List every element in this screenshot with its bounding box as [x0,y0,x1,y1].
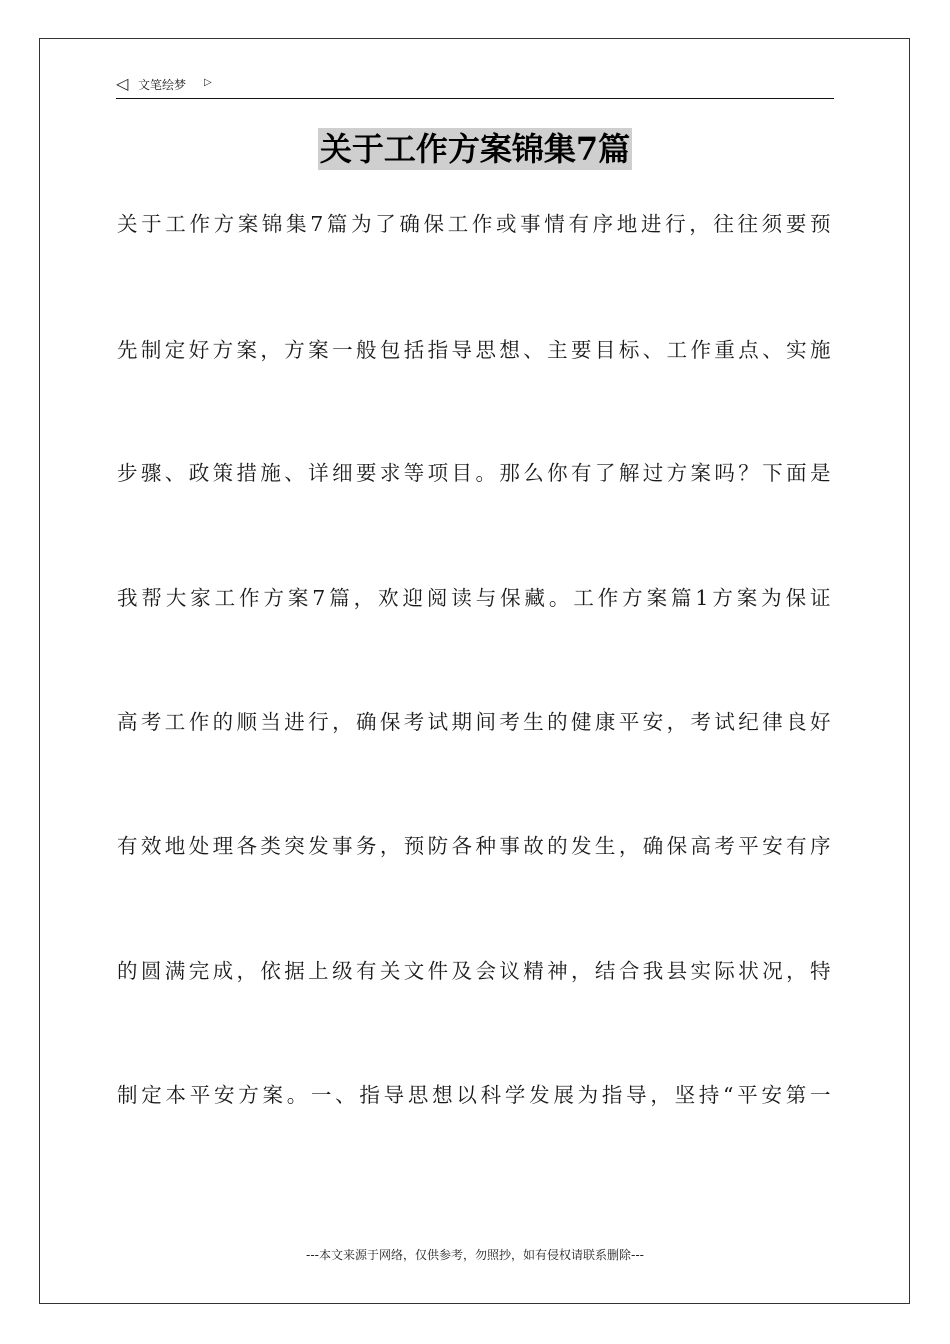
document-title-block [0,128,950,170]
body-line: 我帮大家工作方案7篇，欢迎阅读与保藏。工作方案篇1方案为保证 [117,586,833,610]
body-line: 的圆满完成，依据上级有关文件及会议精神，结合我县实际状况，特 [117,959,833,983]
body-line: 步骤、政策措施、详细要求等项目。那么你有了解过方案吗？下面是 [117,461,833,485]
page-header [116,72,834,99]
body-line: 先制定好方案，方案一般包括指导思想、主要目标、工作重点、实施 [117,338,833,362]
right-triangle-icon: ▷ [204,77,212,88]
left-triangle-icon: ◁ [116,74,129,93]
body-line: 制定本平安方案。一、指导思想以科学发展为指导，坚持“平安第一 [117,1083,833,1107]
body-line: 高考工作的顺当进行，确保考试期间考生的健康平安，考试纪律良好 [117,710,833,734]
document-title: 关于工作方案锦集7篇 [319,130,631,168]
body-line: 关于工作方案锦集7篇为了确保工作或事情有序地进行，往往须要预 [117,212,833,236]
body-line: 有效地处理各类突发事务，预防各种事故的发生，确保高考平安有序 [117,834,833,858]
header-brand-text: 文笔绘梦 [138,78,187,92]
page-footer: ---本文来源于网络，仅供参考，勿照抄，如有侵权请联系删除--- [306,1248,644,1262]
